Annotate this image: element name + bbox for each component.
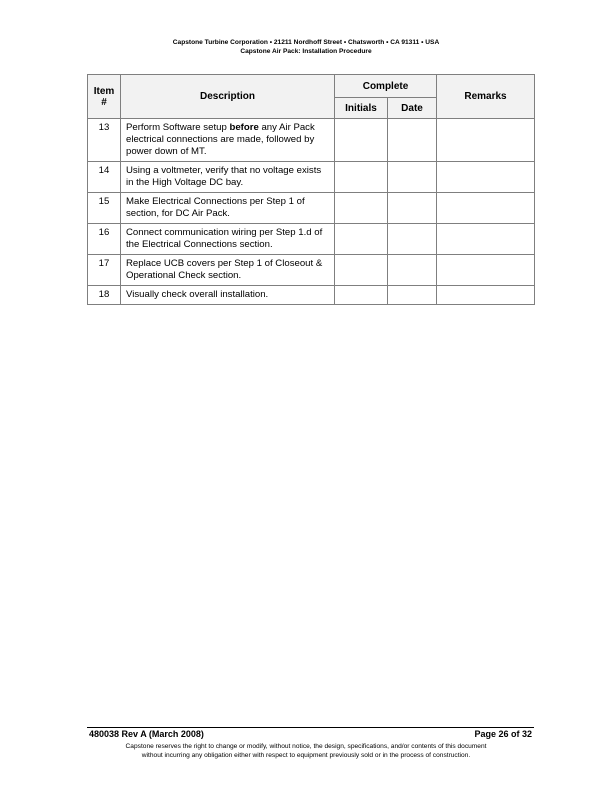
disclaimer-line: without incurring any obligation either with respect to equipment previously sold or in the process of construction. xyxy=(141,752,471,759)
item-description: Using a voltmeter, verify that no voltage exists in the High Voltage DC bay. xyxy=(121,162,335,193)
item-description: Visually check overall installation. xyxy=(121,286,335,305)
description-header: Description xyxy=(121,75,335,119)
date-cell[interactable] xyxy=(388,255,437,286)
remarks-cell[interactable] xyxy=(437,162,535,193)
initials-cell[interactable] xyxy=(335,193,388,224)
date-cell[interactable] xyxy=(388,193,437,224)
disclaimer-line: Capstone reserves the right to change or modify, without notice, the design, specifications, and/or contents of this document xyxy=(125,743,487,750)
initials-cell[interactable] xyxy=(335,119,388,162)
item-number: 16 xyxy=(88,224,121,255)
table-row xyxy=(88,224,535,255)
initials-header: Initials xyxy=(335,98,388,119)
table-row xyxy=(88,162,535,193)
initials-cell[interactable] xyxy=(335,162,388,193)
remarks-cell[interactable] xyxy=(437,119,535,162)
item-description xyxy=(121,119,335,162)
initials-cell[interactable] xyxy=(335,224,388,255)
date-cell[interactable] xyxy=(388,224,437,255)
date-cell[interactable] xyxy=(388,119,437,162)
footer-disclaimer xyxy=(0,742,612,760)
remarks-cell[interactable] xyxy=(437,255,535,286)
description-text: Perform Software setup xyxy=(126,122,230,133)
installation-checklist-table xyxy=(87,74,535,305)
item-description: Make Electrical Connections per Step 1 of section, for DC Air Pack. xyxy=(121,193,335,224)
table-row xyxy=(88,193,535,224)
date-cell[interactable] xyxy=(388,286,437,305)
initials-cell[interactable] xyxy=(335,286,388,305)
date-cell[interactable] xyxy=(388,162,437,193)
remarks-cell[interactable] xyxy=(437,286,535,305)
header-company-line: Capstone Turbine Corporation • 21211 Nordhoff Street • Chatsworth • CA 91311 • USA xyxy=(172,39,440,46)
table-row xyxy=(88,286,535,305)
item-number-header xyxy=(88,75,121,119)
page-header xyxy=(0,38,612,56)
table-row xyxy=(88,119,535,162)
item-header-label: Item xyxy=(93,85,115,97)
footer-divider xyxy=(87,727,534,728)
initials-cell[interactable] xyxy=(335,255,388,286)
complete-header: Complete xyxy=(335,75,437,98)
item-number: 17 xyxy=(88,255,121,286)
item-description: Connect communication wiring per Step 1.d of the Electrical Connections section. xyxy=(121,224,335,255)
remarks-header: Remarks xyxy=(437,75,535,119)
header-document-title: Capstone Air Pack: Installation Procedure xyxy=(240,48,372,55)
remarks-cell[interactable] xyxy=(437,224,535,255)
item-number: 14 xyxy=(88,162,121,193)
remarks-cell[interactable] xyxy=(437,193,535,224)
document-revision: 480038 Rev A (March 2008) xyxy=(89,729,204,739)
page-number: Page 26 of 32 xyxy=(474,729,532,739)
item-number: 15 xyxy=(88,193,121,224)
item-description: Replace UCB covers per Step 1 of Closeout & Operational Check section. xyxy=(121,255,335,286)
item-number: 18 xyxy=(88,286,121,305)
table-row xyxy=(88,255,535,286)
description-emphasis: before xyxy=(229,122,259,133)
description-text: any Air Pack electrical connections are made, followed by power down of MT. xyxy=(126,122,315,157)
date-header: Date xyxy=(388,98,437,119)
item-header-hash: # xyxy=(101,96,107,108)
item-number: 13 xyxy=(88,119,121,162)
